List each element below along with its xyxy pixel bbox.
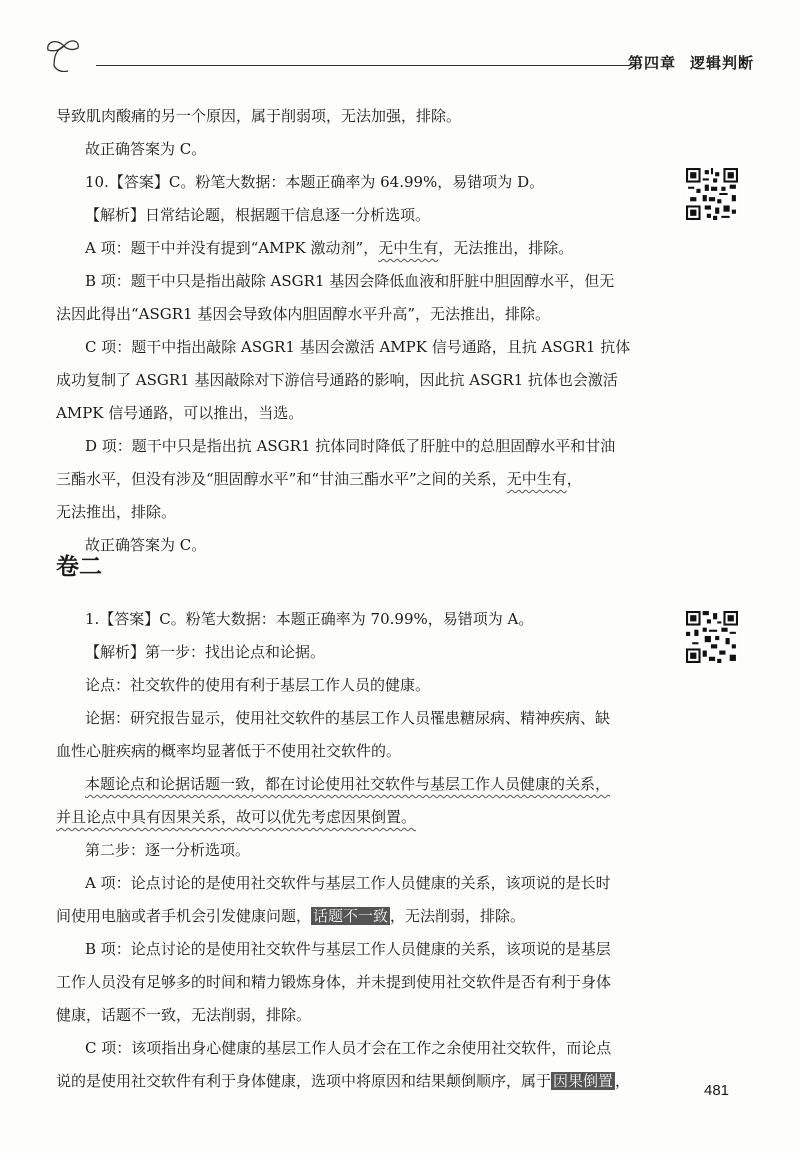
text-line <box>56 463 582 496</box>
text-line: AMPK 信号通路，可以推出，当选。 <box>56 404 304 422</box>
text-line <box>56 900 525 933</box>
analysis-line: 【解析】日常结论题，根据题干信息逐一分析选项。 <box>85 206 431 224</box>
underlined-phrase: 无中生有 <box>506 470 567 488</box>
text-line: 法因此得出“ASGR1 基因会导致体内胆固醇水平升高”，无法推出，排除。 <box>56 305 551 323</box>
highlighted-phrase: 因果倒置 <box>553 1072 614 1090</box>
text-line: B 项：题干中只是指出敲除 ASGR1 基因会降低血液和肝脏中胆固醇水平，但无 <box>85 272 615 290</box>
text-line <box>85 232 573 265</box>
section-title: 卷二 <box>56 554 102 580</box>
text-line: C 项：题干中指出敲除 ASGR1 基因会激活 AMPK 信号通路，且抗 ASGR1 抗体 <box>85 338 631 356</box>
page-number: 481 <box>704 1082 730 1099</box>
text-line: 无法推出，排除。 <box>56 503 177 521</box>
qr-code-icon[interactable] <box>686 611 738 663</box>
text-line: 论点：社交软件的使用有利于基层工作人员的健康。 <box>85 676 431 694</box>
text-run: 间使用电脑或者手机会引发健康问题， <box>56 907 312 925</box>
text-run: 三酯水平，但没有涉及“胆固醇水平”和“甘油三酯水平”之间的关系， <box>56 470 507 488</box>
text-line: 血性心脏疾病的概率均显著低于不使用社交软件的。 <box>56 742 402 760</box>
highlighted-phrase: 话题不一致 <box>313 907 389 925</box>
text-line: 第二步：逐一分析选项。 <box>85 841 251 859</box>
text-line: C 项：该项指出身心健康的基层工作人员才会在工作之余使用社交软件，而论点 <box>85 1039 612 1057</box>
text-line: 论据：研究报告显示，使用社交软件的基层工作人员罹患糖尿病、精神疾病、缺 <box>85 709 611 727</box>
text-line: 故正确答案为 C。 <box>85 140 207 158</box>
analysis-line: 【解析】第一步：找出论点和论据。 <box>85 643 326 661</box>
text-line: B 项：论点讨论的是使用社交软件与基层工作人员健康的关系，该项说的是基层 <box>85 940 611 958</box>
text-line: 工作人员没有足够多的时间和精力锻炼身体，并未提到使用社交软件是否有利于身体 <box>56 973 612 991</box>
text-line: 故正确答案为 C。 <box>85 536 207 554</box>
sprout-icon <box>44 36 96 72</box>
chapter-number: 第四章 <box>627 54 676 72</box>
underlined-phrase: 并且论点中具有因果关系，故可以优先考虑因果倒置。 <box>56 808 417 826</box>
text-run: A 项：题干中并没有提到“AMPK 激动剂”， <box>85 239 379 257</box>
text-run: ， <box>566 470 582 488</box>
qr-code-icon[interactable] <box>686 168 738 220</box>
text-line: 导致肌肉酸痛的另一个原因，属于削弱项，无法加强，排除。 <box>56 107 462 125</box>
text-run: ，无法推出，排除。 <box>438 239 574 257</box>
text-line <box>56 1065 630 1098</box>
text-run: ，无法削弱，排除。 <box>390 907 526 925</box>
text-run: 说的是使用社交软件有利于身体健康，选项中将原因和结果颠倒顺序，属于 <box>56 1072 552 1090</box>
text-run: ， <box>615 1072 631 1090</box>
chapter-label <box>628 52 754 73</box>
page-header <box>38 30 758 70</box>
underlined-line <box>56 801 416 834</box>
text-line: A 项：论点讨论的是使用社交软件与基层工作人员健康的关系，该项说的是长时 <box>85 874 611 892</box>
underlined-phrase: 本题论点和论据话题一致，都在讨论使用社交软件与基层工作人员健康的关系， <box>85 775 611 793</box>
chapter-title: 逻辑判断 <box>689 54 754 72</box>
underlined-line <box>85 768 610 801</box>
text-line: D 项：题干中只是指出抗 ASGR1 抗体同时降低了肝脏中的总胆固醇水平和甘油 <box>85 437 616 455</box>
header-rule <box>96 65 630 66</box>
underlined-phrase: 无中生有 <box>378 239 439 257</box>
answer-line: 1.【答案】C。粉笔大数据：本题正确率为 70.99%，易错项为 A。 <box>85 610 534 628</box>
text-line: 成功复制了 ASGR1 基因敲除对下游信号通路的影响，因此抗 ASGR1 抗体也会激活 <box>56 371 618 389</box>
answer-line: 10.【答案】C。粉笔大数据：本题正确率为 64.99%，易错项为 D。 <box>85 173 545 191</box>
text-line: 健康，话题不一致，无法削弱，排除。 <box>56 1006 312 1024</box>
